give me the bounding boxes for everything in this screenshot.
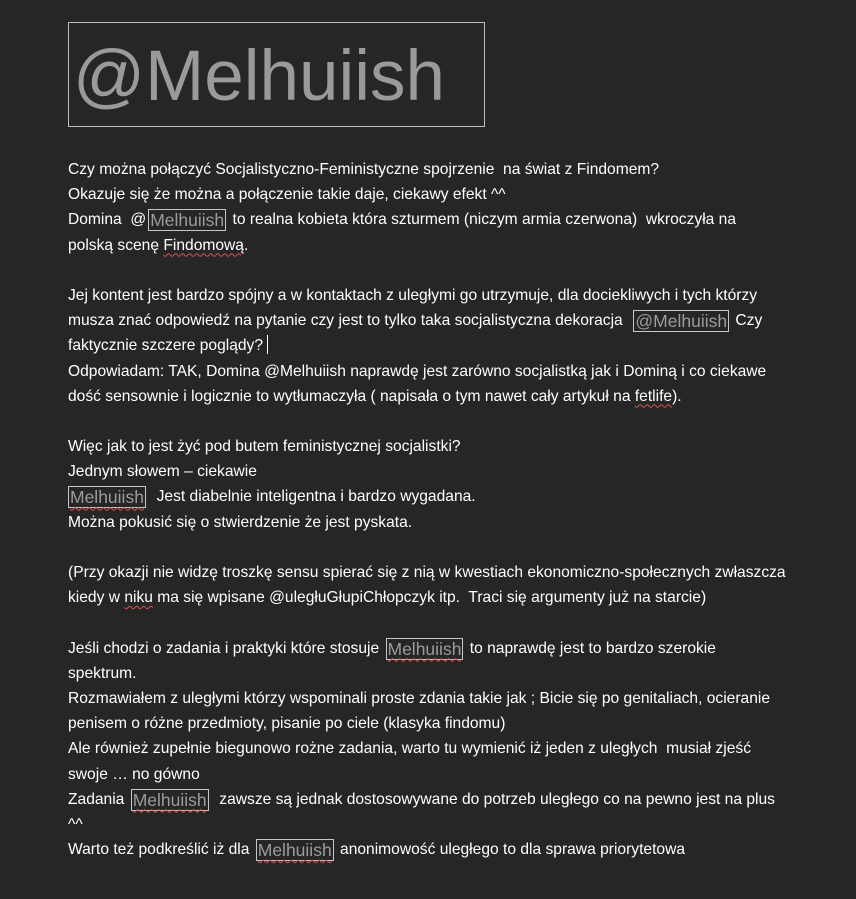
paragraph-text: Warto też podkreślić iż dla: [68, 841, 254, 859]
text-line: [68, 686, 828, 711]
blank-line: [68, 535, 828, 560]
paragraph-text: to naprawdę jest to bardzo szerokie: [465, 639, 716, 657]
paragraph-text: spektrum.: [68, 664, 137, 682]
text-line: [68, 157, 828, 182]
blank-line: [68, 610, 828, 635]
paragraph-text: Czy można połączyć Socjalistyczno-Feministyczne spojrzenie na świat z Findomem?: [68, 161, 660, 178]
spellcheck-word[interactable]: niku: [124, 589, 153, 607]
text-line: [68, 283, 828, 308]
spellcheck-word[interactable]: Findomową: [163, 236, 244, 254]
text-line: [68, 510, 828, 535]
text-line: [68, 560, 828, 585]
paragraph-text: Okazuje się że można a połączenie takie daje, ciekawy efekt ^^: [68, 186, 506, 204]
paragraph-text: Jednym słowem – ciekawie: [68, 463, 257, 481]
mention-tag[interactable]: Melhuiish: [257, 840, 332, 861]
paragraph-text: polską scenę: [68, 236, 164, 254]
text-line: [68, 434, 828, 459]
text-line: [68, 233, 828, 258]
paragraph-text: faktycznie szczere poglądy?: [68, 337, 264, 355]
text-line: [68, 359, 828, 384]
paragraph-text: dość sensownie i logicznie to wytłumaczyła ( napisała o tym nawet cały artykuł na: [68, 387, 635, 405]
paragraph-text: musza znać odpowiedź na pytanie czy jest to tylko taka socjalistyczna dekoracja: [68, 312, 632, 330]
text-line: [68, 636, 828, 661]
text-line: [68, 484, 828, 509]
text-line: [68, 661, 828, 686]
mention-tag[interactable]: Melhuiish: [70, 487, 144, 508]
text-cursor: [267, 335, 268, 354]
text-line: [68, 736, 828, 761]
mention-tag[interactable]: Melhuiish: [150, 210, 225, 231]
text-line: [68, 711, 828, 736]
paragraph-text: Jej kontent jest bardzo spójny a w kontaktach z uległymi go utrzymuje, dla dociekliwych i tych którzy: [68, 286, 758, 304]
document-body[interactable]: [68, 157, 828, 862]
mention-tag[interactable]: Melhuiish: [132, 789, 207, 810]
paragraph-text: Więc jak to jest żyć pod butem feministycznej socjalistki?: [68, 438, 461, 456]
text-line: [68, 308, 828, 333]
paragraph-text: ma się wpisane @uległuGłupiChłopczyk itp. Traci się argumenty już na starcie): [152, 589, 707, 607]
mention-tag[interactable]: Melhuiish: [387, 638, 462, 659]
text-line: [68, 384, 828, 409]
text-line: [68, 585, 828, 610]
paragraph-text: Jest diabelnie inteligentna i bardzo wygadana.: [147, 488, 476, 506]
paragraph-text: swoje … no gówno: [68, 765, 200, 783]
paragraph-text: Rozmawiałem z uległymi którzy wspominali proste zdania takie jak ; Bicie się po genitaliach, ocieranie: [68, 689, 771, 707]
paragraph-text: Odpowiadam: TAK, Domina @Melhuiish naprawdę jest zarówno socjalistką jak i Dominą i co ciekawe: [68, 362, 767, 380]
paragraph-text: Czy: [731, 312, 763, 330]
paragraph-text: to realna kobieta która szturmem (niczym armia czerwona) wkroczyła na: [228, 211, 737, 229]
paragraph-text: Zadania: [68, 790, 129, 808]
paragraph-text: Domina @: [68, 211, 147, 229]
text-line: [68, 812, 828, 837]
paragraph-text: anonimowość uległego to dla sprawa priorytetowa: [335, 841, 686, 859]
document-title: @Melhuiish: [73, 37, 445, 116]
spellcheck-word[interactable]: fetlife: [634, 387, 673, 405]
text-line: [68, 837, 828, 862]
blank-line: [68, 409, 828, 434]
paragraph-text: Jeśli chodzi o zadania i praktyki które stosuje: [68, 639, 384, 657]
text-line: [68, 182, 828, 207]
paragraph-text: (Przy okazji nie widzę troszkę sensu spierać się z nią w kwestiach ekonomiczno-społecznych zwłaszcza: [68, 564, 786, 581]
paragraph-text: Można pokusić się o stwierdzenie że jest pyskata.: [68, 513, 413, 531]
paragraph-text: penisem o różne przedmioty, pisanie po ciele (klasyka findomu): [68, 715, 506, 733]
paragraph-text: Ale również zupełnie biegunowo rożne zadania, warto tu wymienić iż jeden z uległych musiał zjeść: [68, 740, 752, 758]
title-box[interactable]: [68, 22, 485, 127]
paragraph-text: ^^: [68, 815, 83, 833]
paragraph-text: kiedy w: [68, 589, 125, 607]
text-line: [68, 333, 828, 358]
mention-tag[interactable]: @Melhuiish: [635, 311, 728, 332]
text-line: [68, 207, 828, 232]
paragraph-text: .: [243, 236, 249, 254]
text-line: [68, 459, 828, 484]
text-line: [68, 762, 828, 787]
text-line: [68, 787, 828, 812]
paragraph-text: zawsze są jednak dostosowywane do potrzeb uległego co na pewno jest na plus: [210, 790, 775, 808]
blank-line: [68, 258, 828, 283]
paragraph-text: ).: [672, 387, 682, 405]
